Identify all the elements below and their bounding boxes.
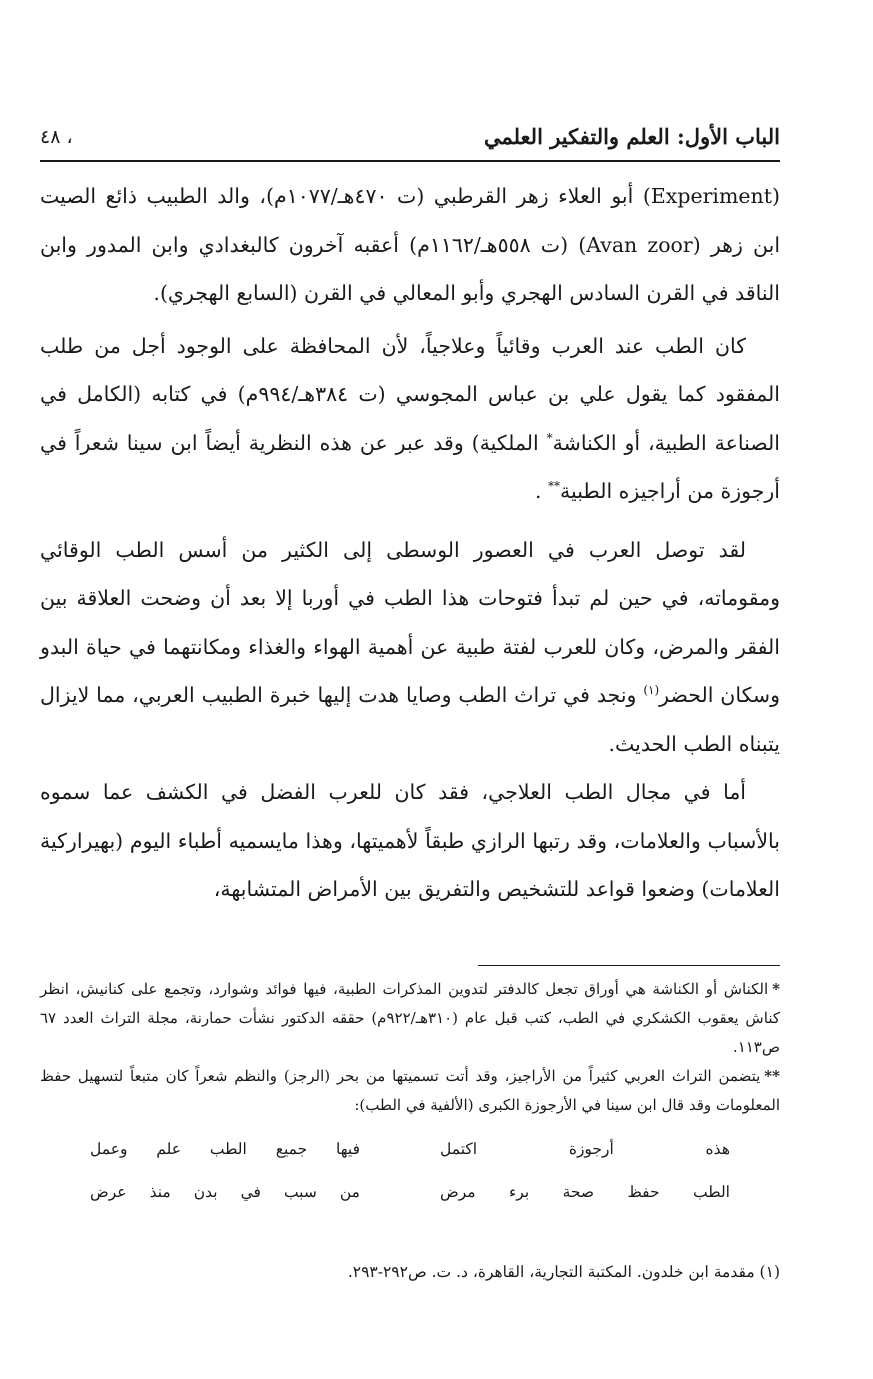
paragraph-2-text-a: كان الطب عند العرب وقائياً وعلاجياً، لأن المحافظة على الوجود أجل من طلب المفقود كما يقول علي بن عباس المجوسي (ت ٣٨٤هـ/٩٩٤م) في كتابه (الكامل في الصناعة الطبية، أو الكناشة	[40, 333, 780, 455]
paragraph-3	[40, 526, 780, 769]
running-title: الباب الأول: العلم والتفكير العلمي	[483, 124, 780, 149]
page-header	[40, 118, 780, 158]
paragraph-2	[40, 322, 780, 516]
header-rule	[40, 160, 780, 162]
footnote-ref-star: *	[546, 430, 553, 445]
footnotes	[40, 975, 780, 1120]
verse-1-first-hemistich: هذه أرجوزة اكتمل	[440, 1140, 730, 1158]
verse-line-1	[90, 1140, 730, 1172]
footnote-rule	[478, 965, 780, 966]
paragraph-1: (Experiment) أبو العلاء زهر القرطبي (ت ٤٧٠هـ/١٠٧٧م)، والد الطبيب ذائع الصيت ابن زهر (Avan zoor) (ت ٥٥٨هـ/١١٦٢م) أعقبه آخرون كالبغدادي وابن المدور وابن الناقد في القرن السادس الهجري وأبو المعالي في القرن (السابع الهجري).	[40, 184, 781, 305]
main-text	[40, 172, 780, 914]
paragraph-3-text-b: ونجد في تراث الطب وصايا هدت إليها خبرة الطبيب العربي، مما لايزال يتبناه الطب الحديث.	[40, 683, 780, 756]
footnote-ref-double-star: **	[548, 479, 561, 494]
footnote-marker: **	[764, 1067, 780, 1085]
footnote-marker: *	[772, 980, 780, 998]
footnote-ref-1: (١)	[643, 683, 660, 698]
footnote-star	[40, 975, 780, 1062]
paragraph-3-text-a: لقد توصل العرب في العصور الوسطى إلى الكثير من أسس الطب الوقائي ومقوماته، في حين لم تبدأ فتوحات هذا الطب في أوربا إلا بعد أن وضحت العلاقة بين الفقر والمرض، وكان للعرب لفتة طبية عن أهمية الهواء والغذاء ومكانتهما في حياة البدو وسكان الحضر	[40, 537, 781, 707]
paragraph-4: أما في مجال الطب العلاجي، فقد كان للعرب الفضل في الكشف عما سموه بالأسباب والعلامات، وقد رتبها الرازي طبقاً لأهميتها، وهذا مايسميه أطباء اليوم (بهيراركية العلامات) وضعوا قواعد للتشخيص والتفريق بين الأمراض المتشابهة،	[40, 780, 780, 901]
footnote-text: يتضمن التراث العربي كثيراً من الأراجيز، وقد أتت تسميتها من بحر (الرجز) والنظم شعراً كان متبعاً لتسهيل حفظ المعلومات وقد قال ابن سينا في الأرجوزة الكبرى (الألفية في الطب):	[40, 1067, 780, 1114]
reference-note: (١) مقدمة ابن خلدون. المكتبة التجارية، القاهرة، د. ت. ص٢٩٢-٢٩٣.	[347, 1263, 780, 1281]
verse-1-second-hemistich: فيها جميع الطب علم وعمل	[90, 1140, 360, 1158]
page-number: ٤٨ ،	[40, 126, 73, 148]
paragraph-2-end: .	[534, 479, 549, 503]
verse-line-2	[90, 1183, 730, 1215]
verse-2-second-hemistich: من سبب في بدن منذ عرض	[90, 1183, 360, 1201]
footnote-text: الكناش أو الكناشة هي أوراق تجعل كالدفتر لتدوين المذكرات الطبية، فيها فوائد وشوارد، وتجمع على كنانيش، انظر كناش يعقوب الكشكري في الطب، كتب قبل عام (٣١٠هـ/٩٢٢م) حققه الدكتور نشأت حمارنة، مجلة التراث العدد ٦٧ ص١١٣.	[40, 980, 780, 1056]
verse-2-first-hemistich: الطب حفظ صحة برء مرض	[440, 1183, 730, 1201]
footnote-double-star	[40, 1062, 780, 1120]
paragraph-2-text-b: الملكية) وقد عبر عن هذه النظرية أيضاً ابن سينا شعراً في أرجوزة من أراجيزه الطبية	[40, 430, 780, 503]
